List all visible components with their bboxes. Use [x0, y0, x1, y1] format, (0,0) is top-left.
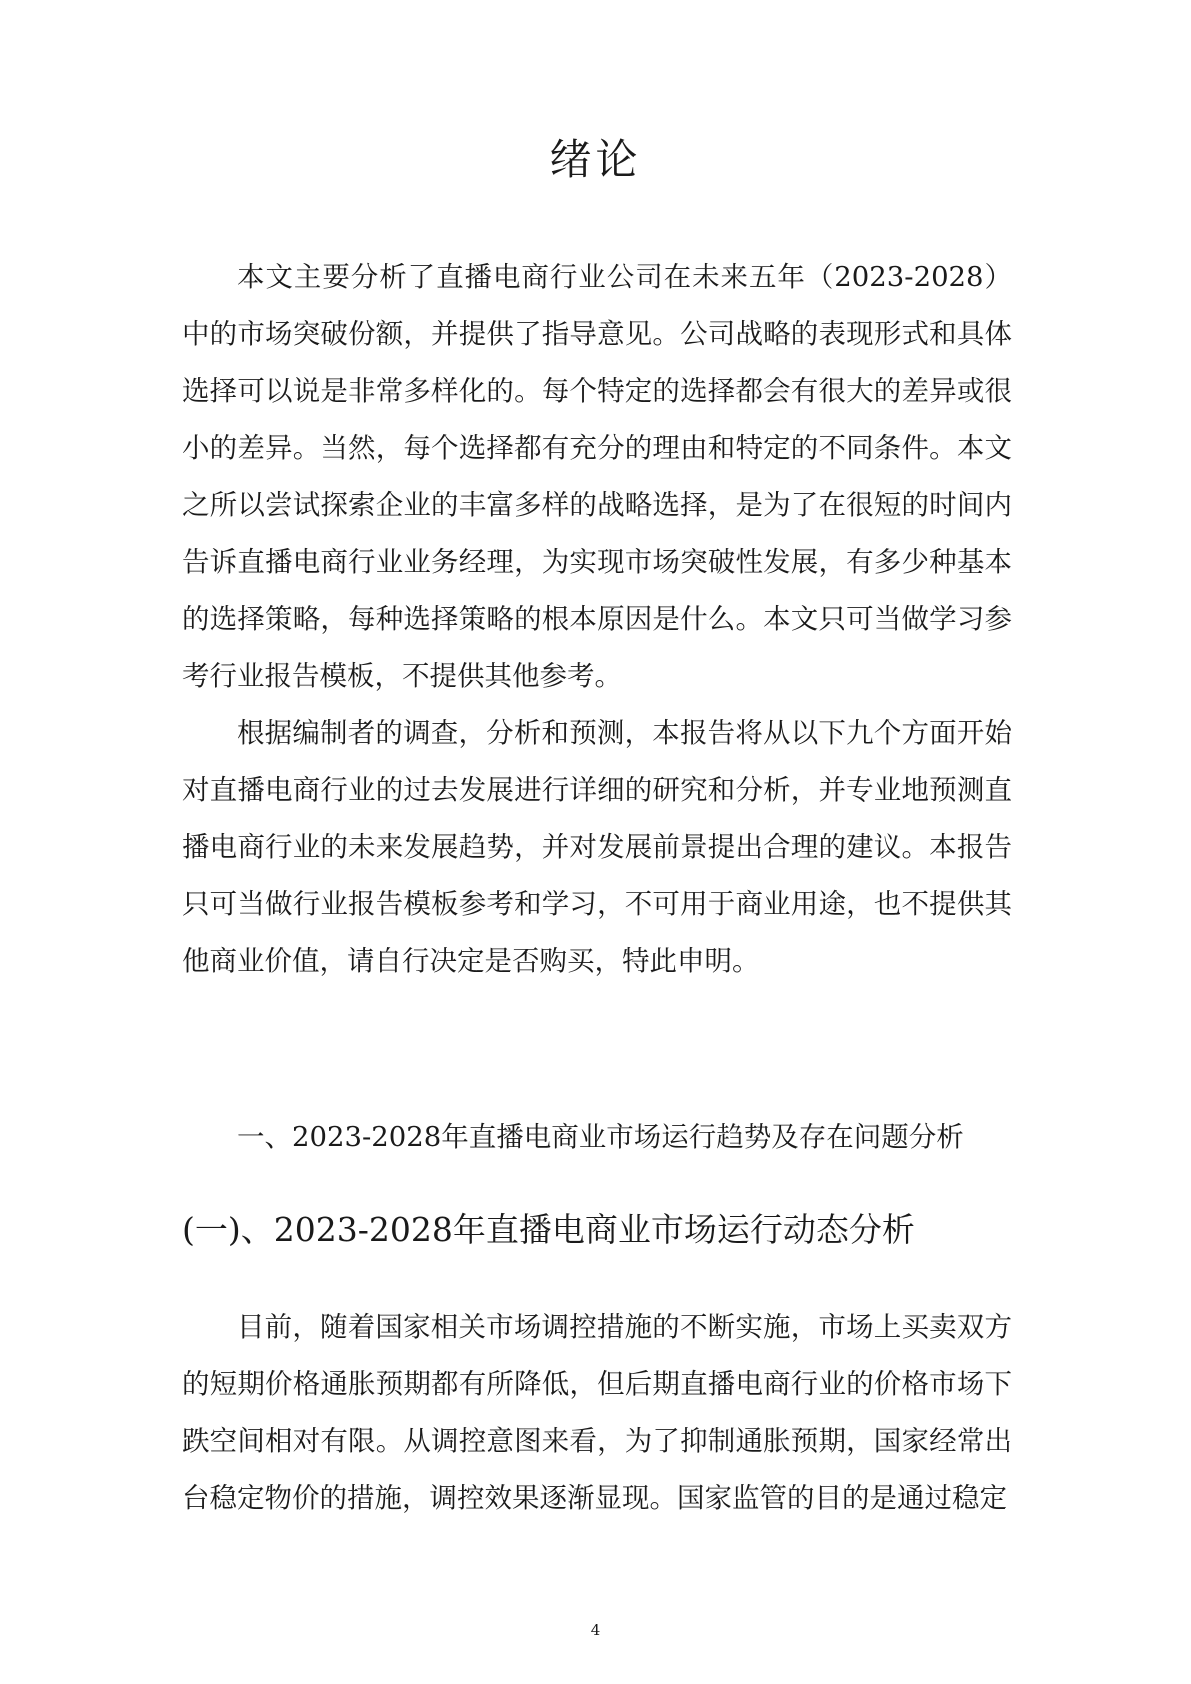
page-title: 绪论	[549, 135, 642, 184]
subsection-paragraph: 目前，随着国家相关市场调控措施的不断实施，市场上买卖双方的短期价格通胀预期都有所降低，但后期直播电商行业的价格市场下跌空间相对有限。从调控意图来看，为了抑制通胀预期，国家经常出台稳定物价的措施，调控效果逐渐显现。国家监管的目的是通过稳定	[182, 1311, 1012, 1514]
subsection-heading: (一)、2023-2028年直播电商业市场运行动态分析	[182, 1210, 915, 1249]
intro-paragraph-2: 根据编制者的调查，分析和预测，本报告将从以下九个方面开始对直播电商行业的过去发展进行详细的研究和分析，并专业地预测直播电商行业的未来发展趋势，并对发展前景提出合理的建议。本报告只可当做行业报告模板参考和学习，不可用于商业用途，也不提供其他商业价值，请自行决定是否购买，特此申明。	[182, 717, 1012, 977]
page-number: 4	[590, 1621, 601, 1639]
intro-paragraph-1: 本文主要分析了直播电商行业公司在未来五年（2023-2028）中的市场突破份额，并提供了指导意见。公司战略的表现形式和具体选择可以说是非常多样化的。每个特定的选择都会有很大的差异或很小的差异。当然，每个选择都有充分的理由和特定的不同条件。本文之所以尝试探索企业的丰富多样的战略选择，是为了在很短的时间内告诉直播电商行业业务经理，为实现市场突破性发展，有多少种基本的选择策略，每种选择策略的根本原因是什么。本文只可当做学习参考行业报告模板，不提供其他参考。	[182, 261, 1012, 692]
section-heading: 一、2023-2028年直播电商业市场运行趋势及存在问题分析	[237, 1121, 964, 1153]
